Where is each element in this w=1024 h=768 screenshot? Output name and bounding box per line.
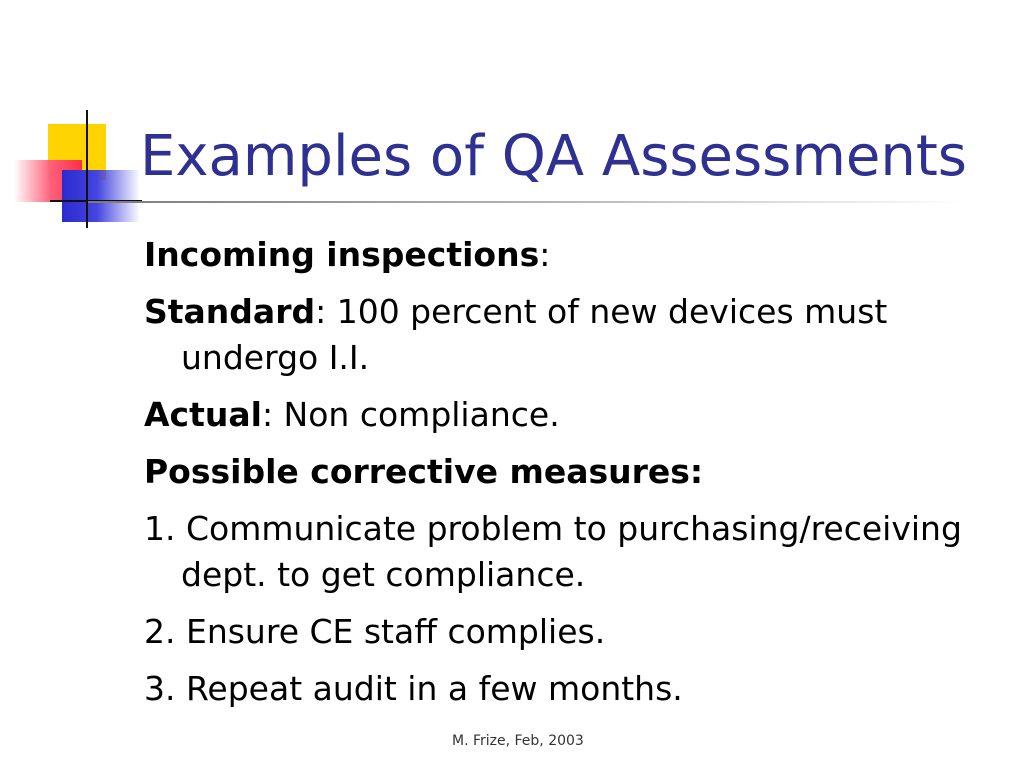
body-item <box>144 609 974 655</box>
body-item <box>144 666 974 712</box>
body-item-bold: Incoming inspections <box>144 235 540 274</box>
body-item-text: : <box>539 235 551 274</box>
body-item <box>144 392 974 438</box>
decorative-logo <box>0 0 140 240</box>
body-item-text: 1. Communicate problem to purchasing/receiving dept. to get compliance. <box>144 509 962 594</box>
body-item-bold: Actual <box>144 395 262 434</box>
body-item-text: 3. Repeat audit in a few months. <box>144 669 683 708</box>
body-item <box>144 289 974 381</box>
body-item-text: : Non compliance. <box>261 395 560 434</box>
title-underline <box>88 201 968 203</box>
body-item <box>144 232 974 278</box>
slide-title: Examples of QA Assessments <box>140 124 967 189</box>
body-item <box>144 506 974 598</box>
vertical-line-shape <box>86 110 88 228</box>
footer-text: M. Frize, Feb, 2003 <box>452 733 584 749</box>
blue-square-shape <box>62 170 140 222</box>
body-item-text: : 100 percent of new devices must undergo I.I. <box>181 292 888 377</box>
body-item-text: 2. Ensure CE staff complies. <box>144 612 606 651</box>
slide-body <box>144 232 974 723</box>
body-item-bold: Standard <box>144 292 316 331</box>
body-item <box>144 449 974 495</box>
body-item-bold: Possible corrective measures: <box>144 452 704 491</box>
